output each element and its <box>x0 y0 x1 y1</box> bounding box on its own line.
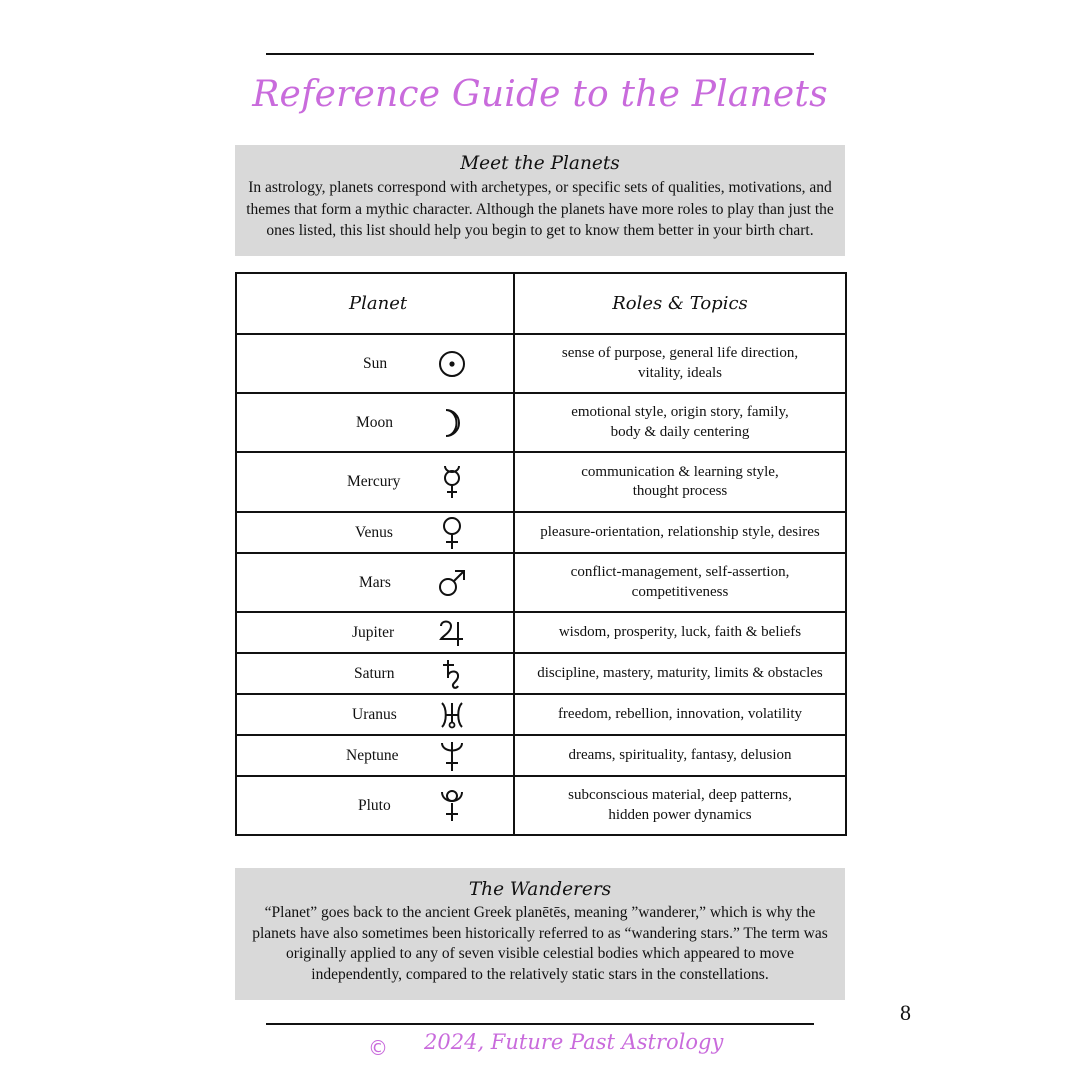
roles-line: freedom, rebellion, innovation, volatility <box>557 705 803 722</box>
roles-line: conflict-management, self-assertion, <box>570 564 790 580</box>
roles-cell <box>514 612 846 653</box>
roles-line: sense of purpose, general life direction, <box>561 345 799 361</box>
roles-line: competitiveness <box>631 583 729 600</box>
mercury-symbol-icon <box>437 464 467 500</box>
roles-line: pleasure-orientation, relationship style, desires <box>540 523 820 540</box>
intro-box <box>235 145 845 256</box>
neptune-symbol-icon <box>437 740 467 772</box>
moon-symbol-icon <box>437 407 467 439</box>
roles-line: emotional style, origin story, family, <box>571 404 789 420</box>
roles-cell <box>514 334 846 393</box>
planets-table <box>235 272 847 836</box>
roles-line: thought process <box>632 483 728 499</box>
wanderers-box <box>235 868 845 1000</box>
uranus-symbol-icon <box>437 700 467 730</box>
planet-name: Mars <box>359 573 391 591</box>
roles-cell <box>514 653 846 694</box>
intro-heading: Meet the Planets <box>460 153 620 174</box>
roles-line: subconscious material, deep patterns, <box>568 787 792 803</box>
footer <box>0 1030 1080 1066</box>
planet-cell <box>236 334 514 393</box>
table-row <box>236 694 846 735</box>
planet-name: Pluto <box>358 796 391 814</box>
planet-cell <box>236 393 514 452</box>
planet-name: Mercury <box>347 473 401 490</box>
table-header-row <box>236 273 846 334</box>
planet-cell <box>236 553 514 612</box>
planet-name: Moon <box>356 413 394 431</box>
roles-cell <box>514 452 846 512</box>
planet-name: Sun <box>363 354 388 372</box>
venus-symbol-icon <box>437 516 467 550</box>
table-row <box>236 653 846 694</box>
planet-cell <box>236 735 514 776</box>
planet-name: Uranus <box>352 705 397 723</box>
planet-name: Neptune <box>346 746 399 764</box>
intro-text: In astrology, planets correspond with archetypes, or specific sets of qualities, motivations, and themes that form a mythic character. Although the planets have more roles to play than just the ones listed, this list should help you begin to get to know them better in your birth chart. <box>246 179 834 239</box>
planet-cell <box>236 452 514 512</box>
mars-symbol-icon <box>437 568 467 598</box>
page-title: Reference Guide to the Planets <box>252 74 828 115</box>
roles-cell <box>514 512 846 553</box>
bottom-divider <box>266 1023 814 1025</box>
sun-symbol-icon <box>437 349 467 379</box>
header-roles: Roles & Topics <box>514 273 846 334</box>
table-row <box>236 776 846 835</box>
roles-cell <box>514 393 846 452</box>
table-row <box>236 735 846 776</box>
planet-cell <box>236 612 514 653</box>
wanderers-text: “Planet” goes back to the ancient Greek planētēs, meaning ”wanderer,” which is why the planets have also sometimes been historically referred to as “wandering stars.” The term was originally applied to any of seven visible celestial bodies which appeared to move independently, compared to the relatively static stars in the constellations. <box>252 904 828 983</box>
planet-cell <box>236 512 514 553</box>
roles-line: vitality, ideals <box>637 364 722 381</box>
page-number: 8 <box>900 1000 911 1025</box>
table-row <box>236 512 846 553</box>
planet-name: Venus <box>355 523 393 541</box>
planet-cell <box>236 653 514 694</box>
table-row <box>236 334 846 393</box>
table-row <box>236 553 846 612</box>
roles-line: discipline, mastery, maturity, limits & obstacles <box>537 664 823 681</box>
header-planet: Planet <box>236 273 514 334</box>
planet-cell <box>236 694 514 735</box>
jupiter-symbol-icon <box>437 618 467 648</box>
roles-line: hidden power dynamics <box>608 806 752 823</box>
wanderers-heading: The Wanderers <box>468 879 612 900</box>
roles-cell <box>514 553 846 612</box>
roles-cell <box>514 694 846 735</box>
planet-name: Saturn <box>354 664 395 682</box>
roles-cell <box>514 735 846 776</box>
saturn-symbol-icon <box>437 658 467 690</box>
table-row <box>236 393 846 452</box>
roles-line: dreams, spirituality, fantasy, delusion <box>568 746 792 763</box>
roles-cell <box>514 776 846 835</box>
planet-name: Jupiter <box>352 623 395 641</box>
copyright-icon: © <box>368 1036 388 1060</box>
footer-text: 2024, Future Past Astrology <box>424 1030 724 1054</box>
table-row <box>236 612 846 653</box>
roles-line: body & daily centering <box>610 423 750 440</box>
top-divider <box>266 53 814 55</box>
table-row <box>236 452 846 512</box>
planet-cell <box>236 776 514 835</box>
roles-line: wisdom, prosperity, luck, faith & beliefs <box>558 623 802 640</box>
pluto-symbol-icon <box>437 789 467 823</box>
roles-line: communication & learning style, <box>581 463 779 480</box>
